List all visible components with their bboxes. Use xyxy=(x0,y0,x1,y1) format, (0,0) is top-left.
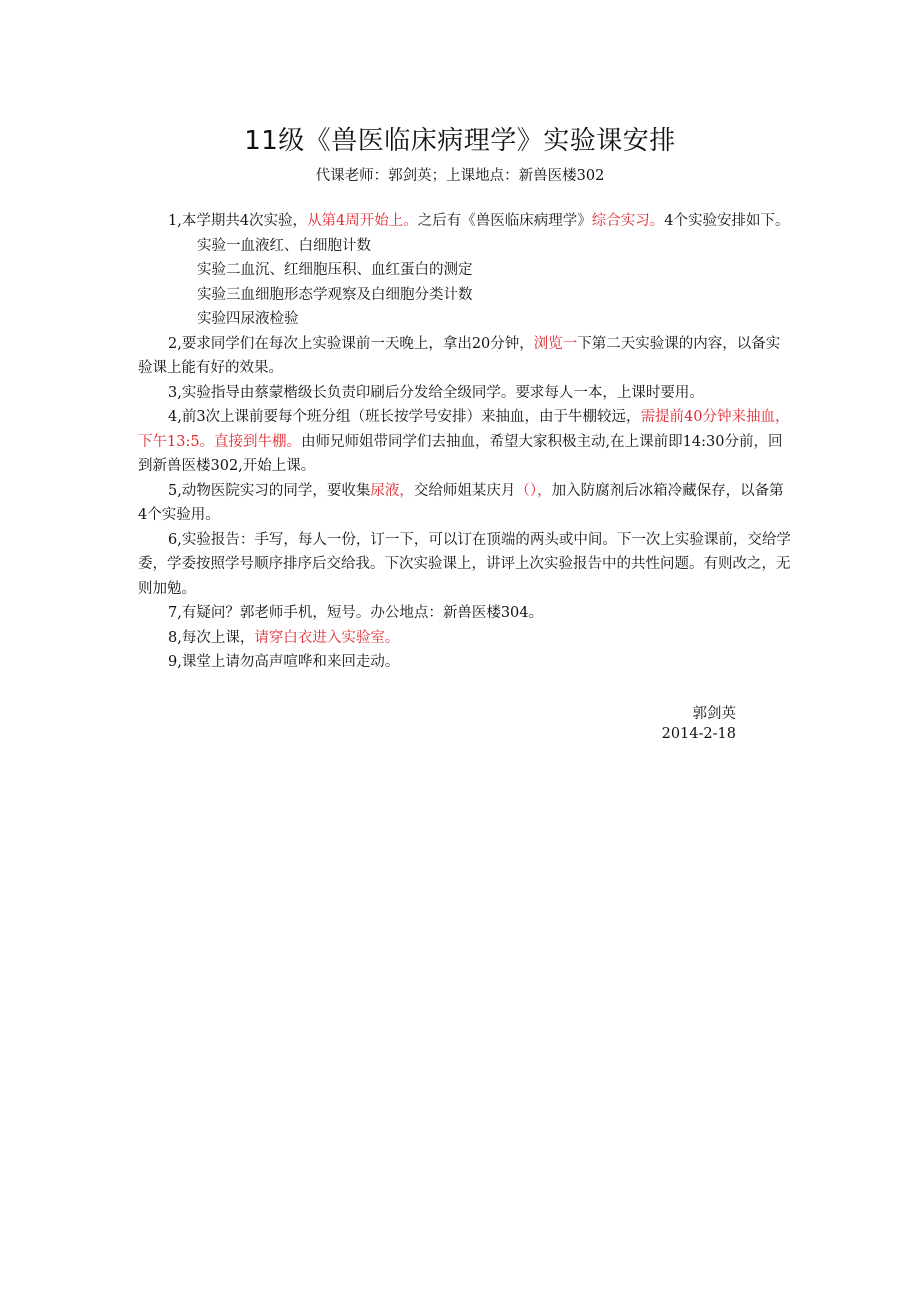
paragraph-8 xyxy=(138,626,792,651)
experiment-item: 实验一血液红、白细胞计数 xyxy=(197,237,371,254)
paragraph-1 xyxy=(138,209,792,234)
paragraph-7: 7,有疑问？郭老师手机，短号。办公地点：新兽医楼304。 xyxy=(168,605,544,621)
p5-text-e: 加入防腐剂后冰箱冷藏保存，以备第4个实验用。 xyxy=(138,482,784,523)
document-body xyxy=(138,209,792,675)
experiment-item: 实验二血沉、红细胞压积、血红蛋白的测定 xyxy=(197,262,473,278)
signature-date: 2014-2-18 xyxy=(661,726,736,742)
paragraph-4 xyxy=(138,405,792,479)
p1-text-a: 1,本学期共4次实验， xyxy=(168,213,308,229)
paragraph-5 xyxy=(138,479,792,528)
experiment-item: 实验四尿液检验 xyxy=(197,311,299,327)
p5-highlight-urine: 尿液， xyxy=(370,482,414,499)
p1-text-c: 之后有《兽医临床病理学》 xyxy=(417,213,592,229)
p5-text-c: 交给师姐某庆月 xyxy=(413,482,516,499)
experiment-item: 实验三血细胞形态学观察及白细胞分类计数 xyxy=(197,286,473,303)
p2-highlight-browse: 浏览一 xyxy=(533,335,578,352)
p5-highlight-parens: （）， xyxy=(515,482,552,499)
p1-text-e: 4个实验安排如下。 xyxy=(664,213,790,229)
p4-text-a: 4,前3次上课前要每个班分组（班长按学号安排）来抽血，由于牛棚较远， xyxy=(168,409,641,425)
p2-text-c: 下第二天实验课的内容，以备实验课上能有好的效果。 xyxy=(138,335,781,376)
p8-text-a: 8,每次上课， xyxy=(168,629,255,646)
p8-highlight-white-coat: 请穿白衣进入实验室。 xyxy=(254,629,400,646)
paragraph-9: 9,课堂上请勿高声喧哗和来回走动。 xyxy=(168,654,400,670)
document-subtitle: 代课老师：郭剑英；上课地点：新兽医楼302 xyxy=(315,168,605,184)
p1-highlight-internship: 综合实习。 xyxy=(591,213,665,229)
paragraph-3: 3,实验指导由蔡蒙楷级长负责印刷后分发给全级同学。要求每人一本，上课时要用。 xyxy=(168,384,704,401)
p4-highlight-blood-time: 需提前40分钟来抽血，下午13:5。直接到牛棚。 xyxy=(138,409,790,450)
p5-text-a: 5,动物医院实习的同学，要收集 xyxy=(168,482,371,499)
paragraph-2 xyxy=(138,332,792,381)
p2-text-a: 2,要求同学们在每次上实验课前一天晚上，拿出20分钟， xyxy=(168,335,534,352)
p1-highlight-start-week: 从第4周开始上。 xyxy=(307,213,418,229)
p4-text-c: 由师兄师姐带同学们去抽血，希望大家积极主动,在上课前即14:30分前，回到新兽医楼302,开始上课。 xyxy=(138,433,783,474)
signature-name: 郭剑英 xyxy=(692,706,736,722)
document-title: 11级《兽医临床病理学》实验课安排 xyxy=(244,126,676,156)
paragraph-6: 6,实验报告：手写，每人一份，订一下，可以订在顶端的两头或中间。下一次上实验课前，交给学委，学委按照学号顺序排序后交给我。下次实验课上，讲评上次实验报告中的共性问题。有则改之，无则加勉。 xyxy=(138,531,791,597)
